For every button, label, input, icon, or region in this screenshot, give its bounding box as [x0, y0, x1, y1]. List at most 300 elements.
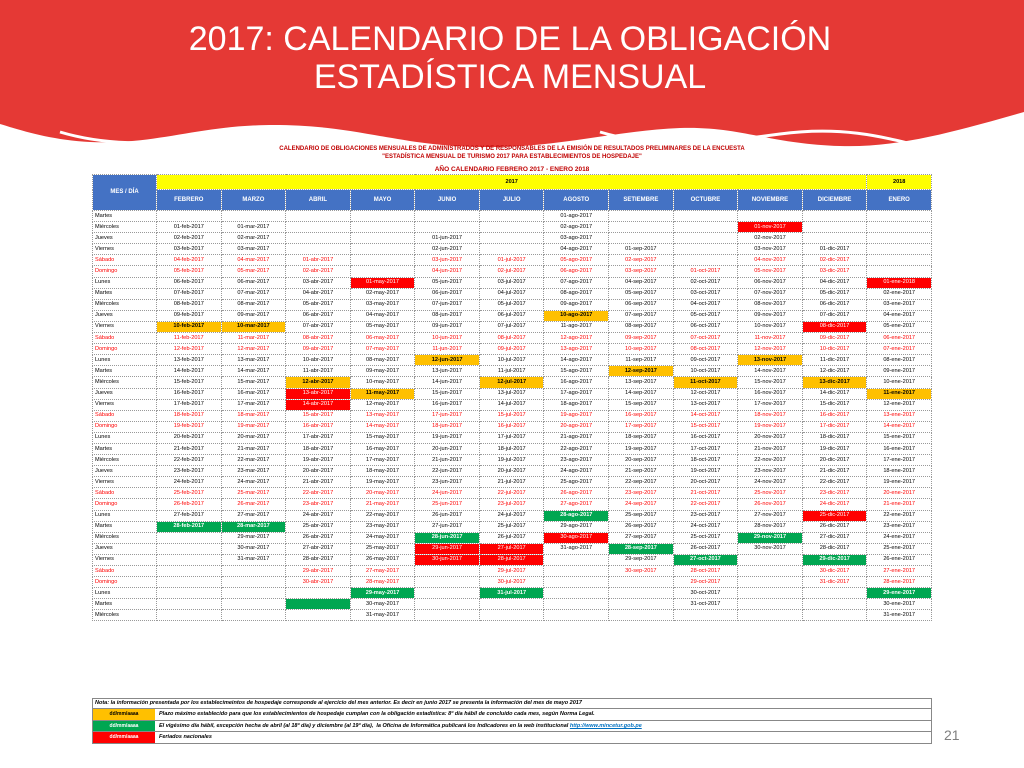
date-cell: 30-jun-2017 — [415, 554, 480, 565]
day-label: Sábado — [93, 410, 157, 421]
date-cell: 30-nov-2017 — [738, 543, 803, 554]
date-cell — [350, 211, 415, 222]
table-row — [93, 443, 932, 454]
date-cell: 19-nov-2017 — [738, 421, 803, 432]
date-cell: 04-ene-2017 — [867, 310, 932, 321]
table-row — [93, 532, 932, 543]
date-cell: 16-jun-2017 — [415, 399, 480, 410]
legend-deadline — [92, 709, 932, 721]
date-cell — [415, 577, 480, 588]
date-cell: 09-mar-2017 — [221, 310, 286, 321]
date-cell: 29-ene-2017 — [867, 588, 932, 599]
date-cell: 05-abr-2017 — [286, 299, 351, 310]
date-cell — [544, 610, 609, 621]
date-cell: 23-oct-2017 — [673, 510, 738, 521]
date-cell: 02-may-2017 — [350, 288, 415, 299]
date-cell: 29-dic-2017 — [802, 554, 867, 565]
day-label: Viernes — [93, 554, 157, 565]
title-line-1: 2017: CALENDARIO DE LA OBLIGACIÓN — [188, 20, 832, 58]
date-cell: 18-dic-2017 — [802, 432, 867, 443]
date-cell: 09-sep-2017 — [609, 333, 674, 344]
date-cell: 07-jul-2017 — [479, 321, 544, 332]
date-cell: 16-feb-2017 — [157, 388, 222, 399]
date-cell: 16-abr-2017 — [286, 421, 351, 432]
page-number: 21 — [944, 727, 960, 743]
date-cell — [157, 588, 222, 599]
table-row — [93, 266, 932, 277]
date-cell: 22-ago-2017 — [544, 443, 609, 454]
date-cell: 29-oct-2017 — [673, 577, 738, 588]
date-cell: 15-nov-2017 — [738, 377, 803, 388]
date-cell: 25-ago-2017 — [544, 477, 609, 488]
date-cell: 15-feb-2017 — [157, 377, 222, 388]
table-row — [93, 366, 932, 377]
date-cell: 10-may-2017 — [350, 377, 415, 388]
date-cell — [802, 211, 867, 222]
date-cell: 22-dic-2017 — [802, 477, 867, 488]
date-cell: 28-jun-2017 — [415, 532, 480, 543]
date-cell — [544, 599, 609, 610]
date-cell — [221, 588, 286, 599]
date-cell: 17-oct-2017 — [673, 443, 738, 454]
date-cell: 12-abr-2017 — [286, 377, 351, 388]
date-cell: 05-mar-2017 — [221, 266, 286, 277]
date-cell — [544, 588, 609, 599]
date-cell: 20-feb-2017 — [157, 432, 222, 443]
date-cell: 30-sep-2017 — [609, 566, 674, 577]
date-cell: 12-ago-2017 — [544, 333, 609, 344]
table-row — [93, 466, 932, 477]
date-cell: 09-ene-2017 — [867, 366, 932, 377]
date-cell: 18-abr-2017 — [286, 443, 351, 454]
day-label: Martes — [93, 599, 157, 610]
date-cell: 06-feb-2017 — [157, 277, 222, 288]
month-header-noviembre: NOVIEMBRE — [738, 190, 803, 211]
date-cell — [479, 610, 544, 621]
table-row — [93, 577, 932, 588]
date-cell: 02-jul-2017 — [479, 266, 544, 277]
month-header-abril: ABRIL — [286, 190, 351, 211]
date-cell: 25-nov-2017 — [738, 488, 803, 499]
date-cell — [221, 599, 286, 610]
day-label: Sábado — [93, 333, 157, 344]
date-cell: 08-oct-2017 — [673, 344, 738, 355]
date-cell — [479, 244, 544, 255]
date-cell: 14-feb-2017 — [157, 366, 222, 377]
date-cell: 25-dic-2017 — [802, 510, 867, 521]
date-cell: 01-abr-2017 — [286, 255, 351, 266]
date-cell: 03-may-2017 — [350, 299, 415, 310]
day-label: Miércoles — [93, 222, 157, 233]
date-cell: 13-ago-2017 — [544, 344, 609, 355]
subtitle-line-2: "ESTADÍSTICA MENSUAL DE TURISMO 2017 PARA ESTABLECIMIENTOS DE HOSPEDAJE" — [382, 153, 642, 160]
date-cell: 19-jun-2017 — [415, 432, 480, 443]
day-label: Sábado — [93, 488, 157, 499]
date-cell: 19-dic-2017 — [802, 443, 867, 454]
date-cell: 03-dic-2017 — [802, 266, 867, 277]
date-cell: 18-mar-2017 — [221, 410, 286, 421]
date-cell: 24-feb-2017 — [157, 477, 222, 488]
table-row — [93, 499, 932, 510]
calendar-body — [93, 211, 932, 621]
date-cell: 19-may-2017 — [350, 477, 415, 488]
date-cell: 10-ago-2017 — [544, 310, 609, 321]
date-cell: 26-oct-2017 — [673, 543, 738, 554]
date-cell: 26-ene-2017 — [867, 554, 932, 565]
date-cell: 01-nov-2017 — [738, 222, 803, 233]
date-cell: 05-ago-2017 — [544, 255, 609, 266]
date-cell: 11-ene-2017 — [867, 388, 932, 399]
day-label: Miércoles — [93, 532, 157, 543]
day-label: Domingo — [93, 577, 157, 588]
date-cell: 23-mar-2017 — [221, 466, 286, 477]
date-cell: 22-nov-2017 — [738, 455, 803, 466]
date-cell: 21-ene-2017 — [867, 499, 932, 510]
date-cell: 07-feb-2017 — [157, 288, 222, 299]
day-label: Lunes — [93, 510, 157, 521]
date-cell: 31-may-2017 — [350, 610, 415, 621]
date-cell: 26-nov-2017 — [738, 499, 803, 510]
date-cell — [157, 543, 222, 554]
date-cell: 09-jun-2017 — [415, 321, 480, 332]
month-header-marzo: MARZO — [221, 190, 286, 211]
date-cell — [867, 233, 932, 244]
date-cell: 14-ago-2017 — [544, 355, 609, 366]
date-cell: 09-oct-2017 — [673, 355, 738, 366]
date-cell: 13-jul-2017 — [479, 388, 544, 399]
date-cell: 28-mar-2017 — [221, 521, 286, 532]
date-cell: 24-nov-2017 — [738, 477, 803, 488]
date-cell: 21-mar-2017 — [221, 443, 286, 454]
date-cell: 22-may-2017 — [350, 510, 415, 521]
date-cell: 01-dic-2017 — [802, 244, 867, 255]
day-label: Jueves — [93, 310, 157, 321]
table-row — [93, 554, 932, 565]
date-cell: 25-feb-2017 — [157, 488, 222, 499]
date-cell: 11-ago-2017 — [544, 321, 609, 332]
title-line-2: ESTADÍSTICA MENSUAL — [313, 58, 707, 96]
date-cell — [157, 577, 222, 588]
date-cell: 17-abr-2017 — [286, 432, 351, 443]
mincetur-link[interactable]: http://www.mincetur.gob.pe — [569, 722, 642, 729]
day-label: Viernes — [93, 244, 157, 255]
date-cell: 31-ago-2017 — [544, 543, 609, 554]
date-cell: 06-dic-2017 — [802, 299, 867, 310]
date-cell — [673, 610, 738, 621]
date-cell: 19-ene-2017 — [867, 477, 932, 488]
date-cell: 13-ene-2017 — [867, 410, 932, 421]
date-cell — [673, 222, 738, 233]
date-cell: 03-sep-2017 — [609, 266, 674, 277]
date-cell: 08-ago-2017 — [544, 288, 609, 299]
date-cell: 15-dic-2017 — [802, 399, 867, 410]
date-cell — [738, 577, 803, 588]
day-label: Lunes — [93, 588, 157, 599]
date-cell — [867, 211, 932, 222]
date-cell — [479, 222, 544, 233]
date-cell: 21-jun-2017 — [415, 455, 480, 466]
date-cell: 04-feb-2017 — [157, 255, 222, 266]
date-cell: 11-oct-2017 — [673, 377, 738, 388]
year-2017-header: 2017 — [157, 175, 867, 190]
date-cell: 20-sep-2017 — [609, 455, 674, 466]
date-cell: 18-sep-2017 — [609, 432, 674, 443]
month-header-agosto: AGOSTO — [544, 190, 609, 211]
table-row — [93, 344, 932, 355]
date-cell: 05-nov-2017 — [738, 266, 803, 277]
date-cell: 01-ene-2018 — [867, 277, 932, 288]
date-cell: 23-nov-2017 — [738, 466, 803, 477]
date-cell: 13-sep-2017 — [609, 377, 674, 388]
date-cell: 17-may-2017 — [350, 455, 415, 466]
day-label: Lunes — [93, 355, 157, 366]
date-cell: 22-jul-2017 — [479, 488, 544, 499]
date-cell: 06-ago-2017 — [544, 266, 609, 277]
day-label: Domingo — [93, 344, 157, 355]
date-cell: 31-dic-2017 — [802, 577, 867, 588]
date-cell: 20-nov-2017 — [738, 432, 803, 443]
date-cell: 28-may-2017 — [350, 577, 415, 588]
date-cell: 20-abr-2017 — [286, 466, 351, 477]
date-cell: 05-feb-2017 — [157, 266, 222, 277]
date-cell: 15-ene-2017 — [867, 432, 932, 443]
date-cell: 11-mar-2017 — [221, 333, 286, 344]
date-cell: 12-jun-2017 — [415, 355, 480, 366]
day-label: Martes — [93, 366, 157, 377]
date-cell: 28-abr-2017 — [286, 554, 351, 565]
date-cell: 27-feb-2017 — [157, 510, 222, 521]
date-cell: 02-oct-2017 — [673, 277, 738, 288]
date-cell: 16-may-2017 — [350, 443, 415, 454]
date-cell: 12-jul-2017 — [479, 377, 544, 388]
date-cell: 01-jun-2017 — [415, 233, 480, 244]
date-cell: 19-oct-2017 — [673, 466, 738, 477]
date-cell — [415, 211, 480, 222]
date-cell: 12-sep-2017 — [609, 366, 674, 377]
date-cell: 10-jun-2017 — [415, 333, 480, 344]
date-cell: 10-oct-2017 — [673, 366, 738, 377]
date-cell: 24-may-2017 — [350, 532, 415, 543]
date-cell: 29-mar-2017 — [221, 532, 286, 543]
legend-swatch-red: dd/mm/aaaa — [93, 732, 155, 743]
date-cell — [221, 566, 286, 577]
date-cell — [673, 211, 738, 222]
date-cell: 13-nov-2017 — [738, 355, 803, 366]
date-cell: 17-ene-2017 — [867, 455, 932, 466]
date-cell: 07-nov-2017 — [738, 288, 803, 299]
date-cell: 14-sep-2017 — [609, 388, 674, 399]
date-cell: 22-sep-2017 — [609, 477, 674, 488]
date-cell — [415, 599, 480, 610]
day-label: Martes — [93, 443, 157, 454]
date-cell — [802, 610, 867, 621]
legend-text-holidays: Feriados nacionales — [159, 734, 212, 741]
table-row — [93, 421, 932, 432]
date-cell: 01-feb-2017 — [157, 222, 222, 233]
date-cell: 02-dic-2017 — [802, 255, 867, 266]
day-label: Miércoles — [93, 299, 157, 310]
date-cell: 24-jul-2017 — [479, 510, 544, 521]
date-cell: 10-jul-2017 — [479, 355, 544, 366]
date-cell: 14-mar-2017 — [221, 366, 286, 377]
date-cell: 14-abr-2017 — [286, 399, 351, 410]
date-cell: 20-mar-2017 — [221, 432, 286, 443]
date-cell: 14-nov-2017 — [738, 366, 803, 377]
date-cell: 04-mar-2017 — [221, 255, 286, 266]
date-cell: 06-ene-2017 — [867, 333, 932, 344]
date-cell: 11-dic-2017 — [802, 355, 867, 366]
table-row — [93, 388, 932, 399]
date-cell: 16-mar-2017 — [221, 388, 286, 399]
date-cell: 31-ene-2017 — [867, 610, 932, 621]
month-header-julio: JULIO — [479, 190, 544, 211]
date-cell: 09-ago-2017 — [544, 299, 609, 310]
date-cell — [609, 588, 674, 599]
date-cell: 06-mar-2017 — [221, 277, 286, 288]
date-cell: 28-sep-2017 — [609, 543, 674, 554]
date-cell: 20-ago-2017 — [544, 421, 609, 432]
date-cell: 30-may-2017 — [350, 599, 415, 610]
day-label: Jueves — [93, 388, 157, 399]
date-cell: 28-nov-2017 — [738, 521, 803, 532]
date-cell — [415, 222, 480, 233]
date-cell: 29-sep-2017 — [609, 554, 674, 565]
date-cell — [738, 566, 803, 577]
table-row — [93, 233, 932, 244]
date-cell: 05-jul-2017 — [479, 299, 544, 310]
date-cell: 15-mar-2017 — [221, 377, 286, 388]
date-cell: 19-sep-2017 — [609, 443, 674, 454]
date-cell: 15-ago-2017 — [544, 366, 609, 377]
date-cell: 29-nov-2017 — [738, 532, 803, 543]
date-cell: 06-may-2017 — [350, 333, 415, 344]
date-cell: 28-dic-2017 — [802, 543, 867, 554]
table-row — [93, 599, 932, 610]
day-label: Jueves — [93, 466, 157, 477]
date-cell: 11-feb-2017 — [157, 333, 222, 344]
date-cell — [415, 588, 480, 599]
date-cell: 21-oct-2017 — [673, 488, 738, 499]
day-label: Martes — [93, 288, 157, 299]
date-cell: 10-sep-2017 — [609, 344, 674, 355]
date-cell: 18-jul-2017 — [479, 443, 544, 454]
date-cell: 19-feb-2017 — [157, 421, 222, 432]
date-cell: 09-feb-2017 — [157, 310, 222, 321]
date-cell: 11-abr-2017 — [286, 366, 351, 377]
date-cell: 22-abr-2017 — [286, 488, 351, 499]
date-cell: 24-oct-2017 — [673, 521, 738, 532]
date-cell: 02-jun-2017 — [415, 244, 480, 255]
date-cell: 30-dic-2017 — [802, 566, 867, 577]
date-cell: 12-oct-2017 — [673, 388, 738, 399]
date-cell: 12-mar-2017 — [221, 344, 286, 355]
table-row — [93, 310, 932, 321]
date-cell: 03-ene-2017 — [867, 299, 932, 310]
date-cell: 22-ene-2017 — [867, 510, 932, 521]
date-cell: 14-ene-2017 — [867, 421, 932, 432]
date-cell: 30-abr-2017 — [286, 577, 351, 588]
date-cell: 25-ene-2017 — [867, 543, 932, 554]
date-cell: 28-jul-2017 — [479, 554, 544, 565]
table-row — [93, 610, 932, 621]
date-cell: 07-jun-2017 — [415, 299, 480, 310]
date-cell — [673, 244, 738, 255]
date-cell — [157, 532, 222, 543]
date-cell: 08-sep-2017 — [609, 321, 674, 332]
date-cell: 15-sep-2017 — [609, 399, 674, 410]
date-cell: 02-feb-2017 — [157, 233, 222, 244]
date-cell: 17-dic-2017 — [802, 421, 867, 432]
day-label: Viernes — [93, 477, 157, 488]
table-row — [93, 255, 932, 266]
date-cell: 29-may-2017 — [350, 588, 415, 599]
date-cell: 01-oct-2017 — [673, 266, 738, 277]
date-cell: 17-sep-2017 — [609, 421, 674, 432]
date-cell: 29-jul-2017 — [479, 566, 544, 577]
date-cell: 20-dic-2017 — [802, 455, 867, 466]
date-cell: 26-abr-2017 — [286, 532, 351, 543]
date-cell — [802, 233, 867, 244]
day-label: Martes — [93, 521, 157, 532]
calendar-title: AÑO CALENDARIO FEBRERO 2017 - ENERO 2018 — [434, 166, 590, 173]
date-cell: 21-ago-2017 — [544, 432, 609, 443]
date-cell: 06-nov-2017 — [738, 277, 803, 288]
date-cell: 06-jun-2017 — [415, 288, 480, 299]
date-cell — [286, 244, 351, 255]
day-label: Domingo — [93, 266, 157, 277]
date-cell — [609, 577, 674, 588]
date-cell: 03-ago-2017 — [544, 233, 609, 244]
table-row — [93, 588, 932, 599]
date-cell: 10-nov-2017 — [738, 321, 803, 332]
date-cell: 27-abr-2017 — [286, 543, 351, 554]
date-cell: 10-dic-2017 — [802, 344, 867, 355]
date-cell: 27-oct-2017 — [673, 554, 738, 565]
date-cell: 23-jun-2017 — [415, 477, 480, 488]
date-cell: 15-jun-2017 — [415, 388, 480, 399]
date-cell — [673, 233, 738, 244]
date-cell: 21-nov-2017 — [738, 443, 803, 454]
date-cell: 11-jun-2017 — [415, 344, 480, 355]
date-cell — [544, 577, 609, 588]
date-cell: 04-abr-2017 — [286, 288, 351, 299]
table-row — [93, 299, 932, 310]
date-cell: 20-may-2017 — [350, 488, 415, 499]
notes-section — [92, 698, 932, 744]
date-cell — [350, 233, 415, 244]
date-cell: 13-abr-2017 — [286, 388, 351, 399]
date-cell — [157, 566, 222, 577]
date-cell: 26-ago-2017 — [544, 488, 609, 499]
table-row — [93, 355, 932, 366]
date-cell — [286, 610, 351, 621]
date-cell: 27-nov-2017 — [738, 510, 803, 521]
date-cell: 08-dic-2017 — [802, 321, 867, 332]
month-header-junio: JUNIO — [415, 190, 480, 211]
date-cell: 27-sep-2017 — [609, 532, 674, 543]
date-cell: 19-jul-2017 — [479, 455, 544, 466]
date-cell: 10-feb-2017 — [157, 321, 222, 332]
date-cell: 01-jul-2017 — [479, 255, 544, 266]
table-row — [93, 399, 932, 410]
date-cell: 27-jul-2017 — [479, 543, 544, 554]
date-cell: 24-dic-2017 — [802, 499, 867, 510]
date-cell: 08-abr-2017 — [286, 333, 351, 344]
date-cell — [415, 610, 480, 621]
date-cell — [286, 233, 351, 244]
date-cell: 01-ago-2017 — [544, 211, 609, 222]
day-label: Martes — [93, 211, 157, 222]
